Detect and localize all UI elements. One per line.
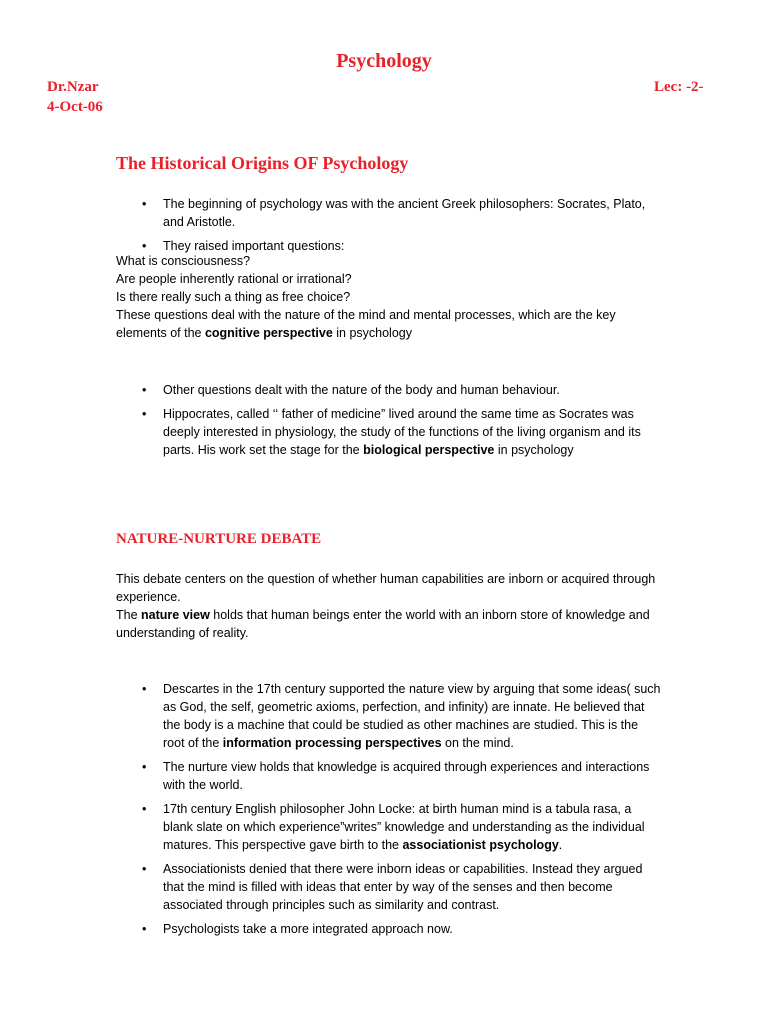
bullet-text: . bbox=[558, 838, 563, 852]
list-item bbox=[116, 405, 661, 459]
list-item bbox=[116, 195, 661, 231]
paragraph-text: The bbox=[116, 608, 142, 622]
author-name: Dr.Nzar bbox=[47, 79, 99, 95]
cognitive-paragraph bbox=[116, 306, 656, 342]
information-processing-term: information processing perspectives bbox=[222, 736, 442, 750]
debate-paragraph: This debate centers on the question of whether human capabilities are inborn or acquired through experience. bbox=[116, 572, 656, 604]
bullet-text: 17th century English philosopher John Locke: at birth human mind is a tabula rasa, a blank slate on which experience”writes” knowledge and understanding as the individual matures. This perspective gave birth to the bbox=[163, 802, 645, 852]
paragraph-text: in psychology bbox=[332, 326, 412, 340]
philosophical-questions bbox=[116, 252, 656, 342]
section-heading-nature-nurture: NATURE-NURTURE DEBATE bbox=[116, 531, 322, 547]
question-line: Are people inherently rational or irrational? bbox=[116, 272, 352, 286]
bullet-text: Associationists denied that there were inborn ideas or capabilities. Instead they argued that the mind is filled with ideas that enter by way of the senses and then become associated through principles such as similarity and contrast. bbox=[163, 862, 643, 912]
page-title: Psychology bbox=[336, 50, 432, 72]
bullet-text: They raised important questions: bbox=[163, 239, 345, 253]
list-item bbox=[116, 920, 661, 938]
paragraph-text: These questions deal with the nature of the mind and mental processes, which are the key elements of the bbox=[116, 308, 616, 340]
list-item bbox=[116, 800, 661, 854]
nature-nurture-intro bbox=[116, 570, 656, 642]
lecture-date: 4-Oct-06 bbox=[47, 99, 103, 115]
nature-nurture-bullets bbox=[116, 680, 661, 944]
list-item bbox=[116, 680, 661, 752]
bullet-text: The beginning of psychology was with the ancient Greek philosophers: Socrates, Plato, and Aristotle. bbox=[163, 197, 646, 229]
bullet-text: The nurture view holds that knowledge is acquired through experiences and interactions with the world. bbox=[163, 760, 650, 792]
question-line: Is there really such a thing as free choice? bbox=[116, 290, 351, 304]
bullet-text: Descartes in the 17th century supported the nature view by arguing that some ideas( such as God, the self, geometric axioms, perfection, and infinity) are innate. He believed that the body is a machine that could be studied as other machines are studied. This is the root of the bbox=[163, 682, 661, 750]
bullet-text: Other questions dealt with the nature of the body and human behaviour. bbox=[163, 383, 560, 397]
biology-bullets bbox=[116, 381, 661, 465]
bullet-text: Psychologists take a more integrated approach now. bbox=[163, 922, 453, 936]
lecture-number: Lec: -2- bbox=[654, 79, 704, 95]
biological-perspective-term: biological perspective bbox=[363, 443, 495, 457]
list-item bbox=[116, 381, 661, 399]
list-item bbox=[116, 758, 661, 794]
section-heading-historical-origins: The Historical Origins OF Psychology bbox=[116, 153, 409, 173]
bullet-text: in psychology bbox=[494, 443, 574, 457]
question-line: What is consciousness? bbox=[116, 254, 251, 268]
list-item bbox=[116, 860, 661, 914]
bullet-text: Hippocrates, called ‘‘ father of medicine” lived around the same time as Socrates was deeply interested in physiology, the study of the functions of the living organism and its parts. His work set the stage for the bbox=[163, 407, 641, 457]
paragraph-text: holds that human beings enter the world with an inborn store of knowledge and understanding of reality. bbox=[116, 608, 650, 640]
nature-view-paragraph bbox=[116, 606, 656, 642]
cognitive-perspective-term: cognitive perspective bbox=[204, 326, 333, 340]
bullet-text: on the mind. bbox=[441, 736, 514, 750]
nature-view-term: nature view bbox=[141, 608, 210, 622]
associationist-psychology-term: associationist psychology bbox=[402, 838, 559, 852]
